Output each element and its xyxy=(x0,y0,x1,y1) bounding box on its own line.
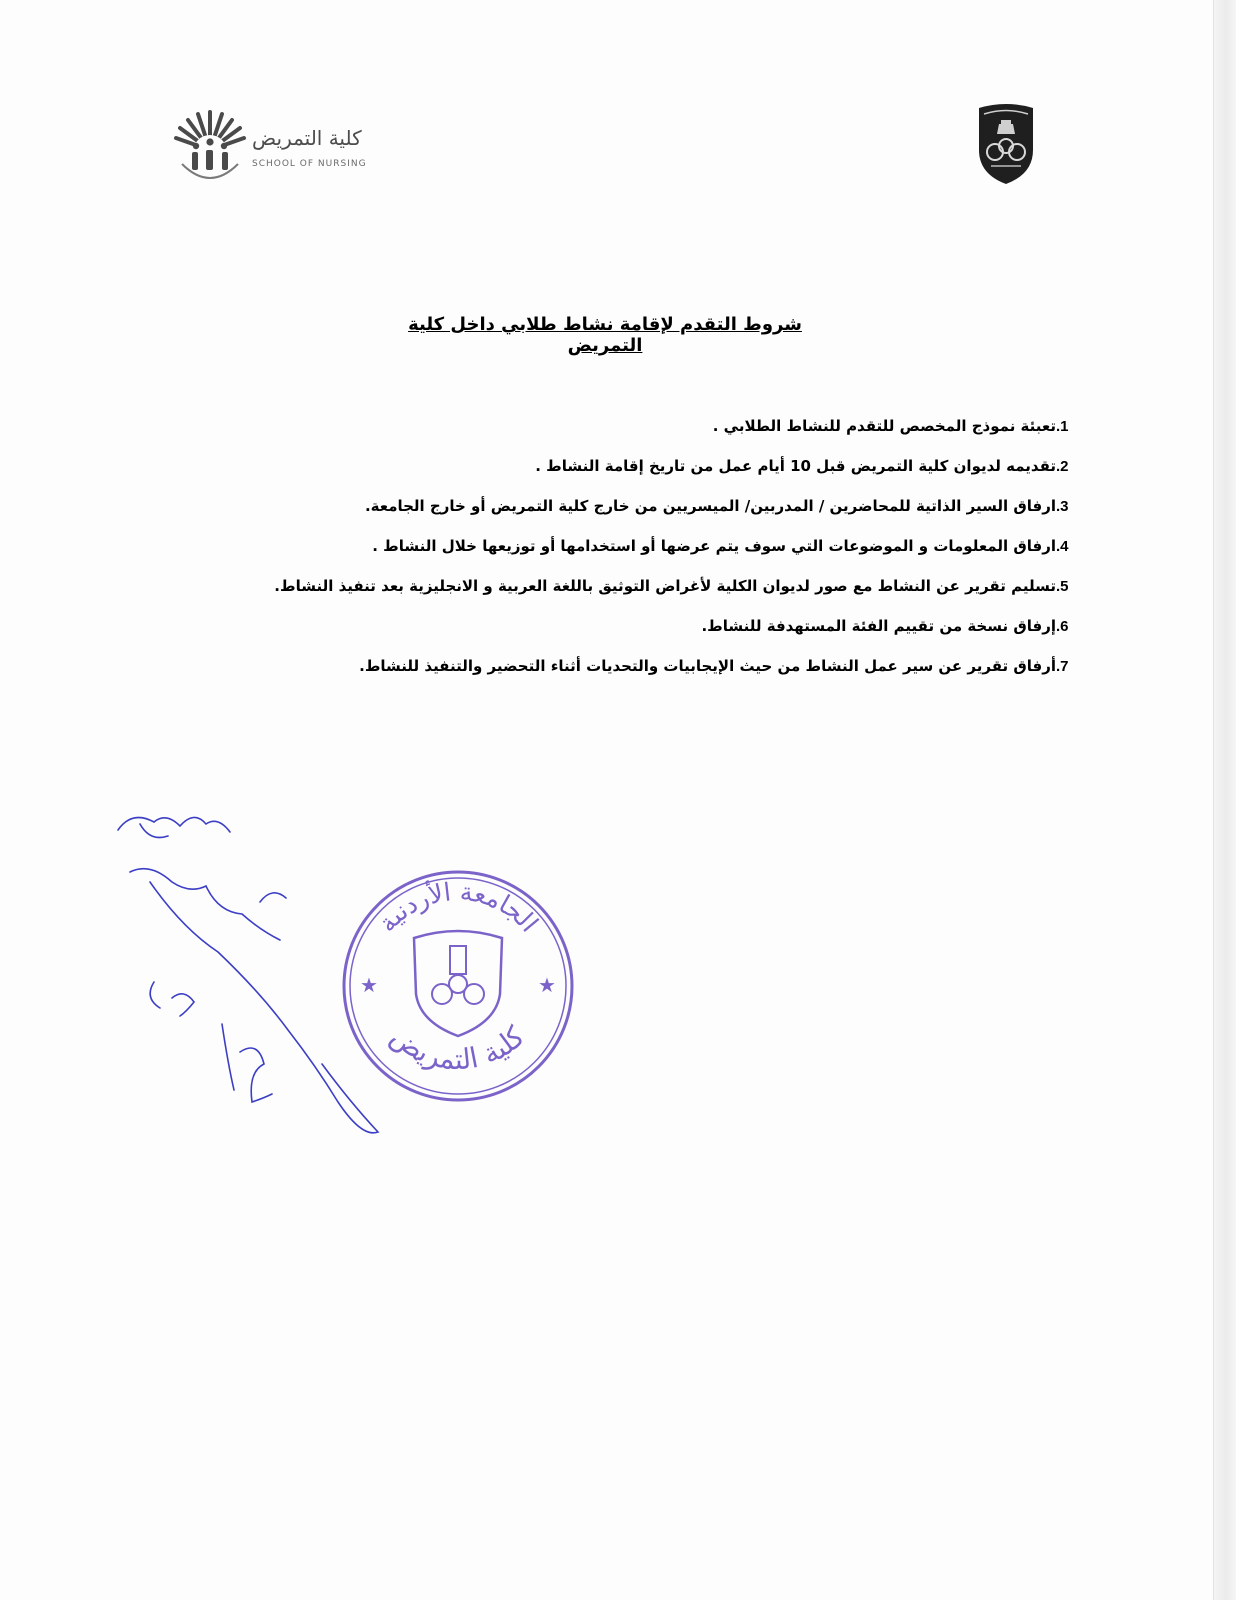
list-item xyxy=(246,416,1086,456)
item-text: ارفاق المعلومات و الموضوعات التي سوف يتم عرضها أو استخدامها أو توزيعها خلال النشاط . xyxy=(372,537,1056,555)
nursing-logo-icon xyxy=(172,106,248,190)
star-icon: ★ xyxy=(538,973,556,997)
item-number: 3. xyxy=(1056,498,1069,515)
item-number: 7. xyxy=(1056,658,1069,675)
item-text: تقديمه لديوان كلية التمريض قبل 10 أيام عمل من تاريخ إقامة النشاط . xyxy=(535,457,1056,475)
list-item xyxy=(246,496,1086,536)
nursing-logo-english: SCHOOL OF NURSING xyxy=(252,159,367,169)
document-title: شروط التقدم لإقامة نشاط طلابي داخل كلية التمريض xyxy=(408,314,802,356)
item-text: تسليم تقرير عن النشاط مع صور لديوان الكلية لأغراض التوثيق باللغة العربية و الانجليزية بعد تنفيذ النشاط. xyxy=(274,577,1056,595)
star-icon: ★ xyxy=(360,973,378,997)
item-text: أرفاق تقرير عن سير عمل النشاط من حيث الإيجابيات والتحديات أثناء التحضير والتنفيذ للنشاط. xyxy=(359,657,1056,675)
item-number: 6. xyxy=(1056,618,1069,635)
list-item xyxy=(246,536,1086,576)
stamp-bottom-text: كلية التمريض xyxy=(384,1019,532,1077)
list-item xyxy=(246,576,1086,616)
item-text: تعبئة نموذج المخصص للتقدم للنشاط الطلابي . xyxy=(712,417,1056,435)
list-item xyxy=(246,456,1086,496)
list-item xyxy=(246,616,1086,656)
nursing-logo-arabic: كلية التمريض xyxy=(252,126,362,150)
stamp-top-text: الجامعة الأردنية xyxy=(372,876,545,938)
item-number: 5. xyxy=(1056,578,1069,595)
item-number: 2. xyxy=(1056,458,1069,475)
item-number: 4. xyxy=(1056,538,1069,555)
item-text: إرفاق نسخة من تقييم الفئة المستهدفة للنشاط. xyxy=(701,617,1056,635)
list-item xyxy=(246,656,1086,696)
university-crest-icon xyxy=(975,102,1037,186)
nursing-school-logo xyxy=(172,106,372,192)
requirements-list xyxy=(246,416,1086,696)
item-text: ارفاق السير الذاتية للمحاضرين / المدربين/ الميسريين من خارج كلية التمريض أو خارج الجامعة. xyxy=(364,497,1056,515)
handwritten-signature xyxy=(110,802,410,1152)
scan-edge xyxy=(1213,0,1236,1600)
item-number: 1. xyxy=(1056,418,1069,435)
